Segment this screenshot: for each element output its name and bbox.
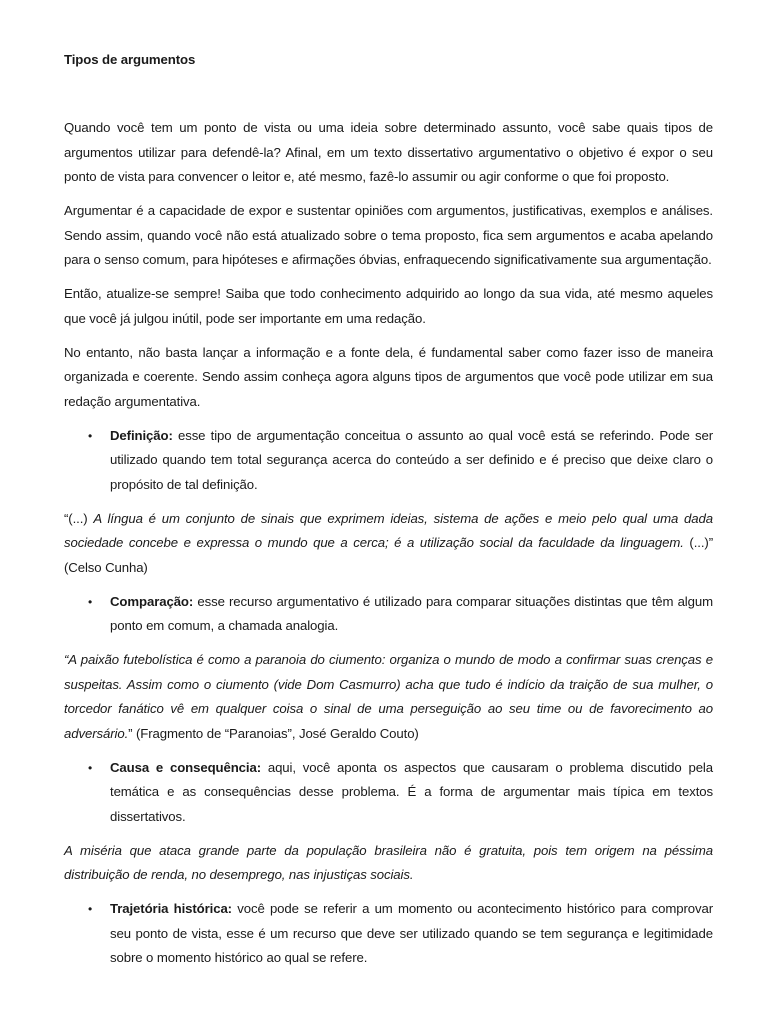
term-description: esse tipo de argumentação conceitua o assunto ao qual você está se referindo. Pode ser utilizado quando tem total segurança acerca do conteúdo a ser definido e é preciso que deixe claro o propósito de tal definição. — [110, 427, 713, 492]
list-item-trajetoria-historica — [64, 897, 713, 971]
quote-text: A miséria que ataca grande parte da população brasileira não é gratuita, pois tem origem na péssima distribuição de renda, no desemprego, nas injustiças sociais. — [64, 842, 713, 882]
paragraph-atualize: Então, atualize-se sempre! Saiba que todo conhecimento adquirido ao longo da sua vida, até mesmo aqueles que você já julgou inútil, pode ser importante em uma redação. — [64, 286, 713, 326]
document-title: Tipos de argumentos — [64, 52, 196, 67]
quote-source: (...)” (Celso Cunha) — [64, 535, 713, 575]
quote-definicao — [64, 507, 713, 581]
document-page — [64, 48, 713, 980]
paragraph-no-entanto: No entanto, não basta lançar a informação e a fonte dela, é fundamental saber como fazer isso de maneira organizada e coerente. Sendo assim conheça agora alguns tipos de argumentos que você pode utilizar em sua redação argumentativa. — [64, 344, 713, 409]
quote-prefix: “(...) — [64, 510, 94, 526]
quote-source: ” (Fragmento de “Paranoias”, José Geraldo Couto) — [128, 725, 419, 741]
bullet-icon: • — [88, 428, 93, 443]
quote-causa-consequencia — [64, 839, 713, 888]
quote-text: “A paixão futebolística é como a paranoia do ciumento: organiza o mundo de modo a confirmar suas crenças e suspeitas. Assim como o ciumento (vide Dom Casmurro) acha que tudo é indício da traição de sua mulher, o torcedor fanático vê em qualquer coisa o sinal de uma perseguição ao seu time ou de favorecimento ao adversário. — [64, 652, 713, 741]
bullet-icon: • — [88, 902, 93, 916]
term-description: esse recurso argumentativo é utilizado para comparar situações distintas que têm algum ponto em comum, a chamada analogia. — [110, 593, 713, 633]
term-label: Trajetória histórica: — [110, 901, 232, 916]
paragraph-argumentar: Argumentar é a capacidade de expor e sustentar opiniões com argumentos, justificativas, exemplos e análises. Sendo assim, quando você não está atualizado sobre o tema proposto, fica sem argumentos e acaba apelando para o senso comum, para hipóteses e afirmações óbvias, enfraquecendo significativamente sua argumentação. — [64, 203, 713, 267]
term-label: Definição: — [110, 427, 173, 443]
term-description: aqui, você aponta os aspectos que causaram o problema discutido pela temática e as consequências desse problema. É a forma de argumentar mais típica em textos dissertativos. — [110, 759, 713, 824]
bullet-icon: • — [88, 760, 93, 775]
list-item-definicao — [64, 424, 713, 498]
paragraph-intro: Quando você tem um ponto de vista ou uma ideia sobre determinado assunto, você sabe quais tipos de argumentos utilizar para defendê-la? Afinal, em um texto dissertativo argumentativo o objetivo é expor o seu ponto de vista para convencer o leitor e, até mesmo, fazê-lo assumir ou agir conforme o que foi proposto. — [64, 120, 713, 184]
title-spacer — [64, 72, 713, 116]
list-item-causa-consequencia — [64, 756, 713, 830]
quote-comparacao — [64, 648, 713, 746]
term-label: Comparação: — [110, 593, 194, 609]
term-label: Causa e consequência: — [110, 759, 262, 775]
bullet-icon: • — [88, 594, 93, 609]
quote-text: A língua é um conjunto de sinais que exprimem ideias, sistema de ações e meio pelo qual uma dada sociedade concebe e expressa o mundo que a cerca; é a utilização social da faculdade da linguagem. — [64, 510, 713, 550]
term-description: você pode se referir a um momento ou acontecimento histórico para comprovar seu ponto de vista, esse é um recurso que deve ser utilizado quando se tem segurança e legitimidade sobre o momento histórico ao qual se refere. — [110, 901, 713, 965]
list-item-comparacao — [64, 590, 713, 639]
